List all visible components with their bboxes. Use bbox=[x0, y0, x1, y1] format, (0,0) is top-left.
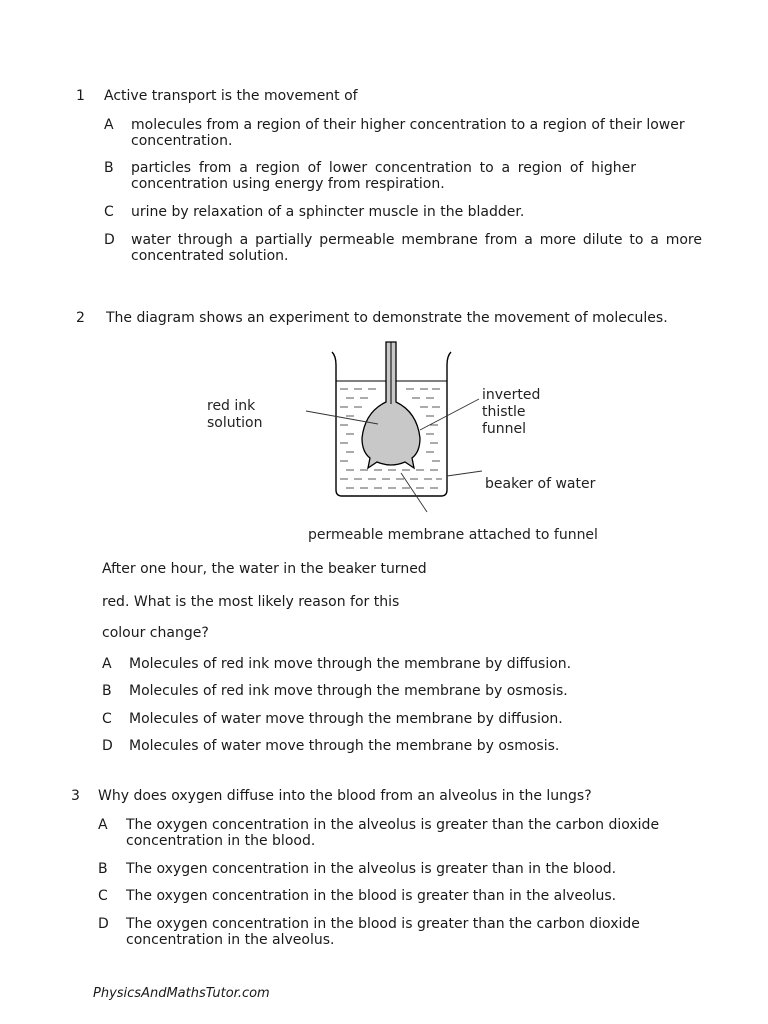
question-stem-line: colour change? bbox=[102, 625, 209, 641]
question-stem: Why does oxygen diffuse into the blood from an alveolus in the lungs? bbox=[98, 788, 592, 804]
question-number: 2 bbox=[76, 310, 85, 326]
option-text: molecules from a region of their higher concentration to a region of their lower concentration. bbox=[131, 117, 685, 149]
option-text: The oxygen concentration in the blood is greater than in the alveolus. bbox=[126, 888, 617, 904]
option-letter: C bbox=[104, 204, 114, 220]
option-text: water through a partially permeable membrane from a more dilute to a more concentrated solution. bbox=[131, 232, 702, 264]
option-text: particles from a region of lower concentration to a region of higher concentration using energy from respiration. bbox=[131, 160, 636, 192]
label-inverted-thistle-funnel: inverted thistle funnel bbox=[482, 387, 541, 437]
option-letter: C bbox=[102, 711, 112, 727]
option-text: Molecules of red ink move through the membrane by osmosis. bbox=[129, 683, 568, 699]
option-letter: A bbox=[104, 117, 114, 133]
question-stem-line: After one hour, the water in the beaker turned bbox=[102, 561, 427, 577]
option-text: The oxygen concentration in the alveolus is greater than in the blood. bbox=[126, 861, 617, 877]
question-stem: The diagram shows an experiment to demonstrate the movement of molecules. bbox=[106, 310, 668, 326]
option-letter: B bbox=[102, 683, 112, 699]
option-letter: B bbox=[98, 861, 108, 877]
option-letter: C bbox=[98, 888, 108, 904]
question-stem-line: red. What is the most likely reason for this bbox=[102, 594, 400, 610]
option-text: Molecules of water move through the membrane by diffusion. bbox=[129, 711, 563, 727]
label-beaker-of-water: beaker of water bbox=[485, 476, 596, 492]
option-letter: A bbox=[102, 656, 112, 672]
question-stem: Active transport is the movement of bbox=[104, 88, 358, 104]
question-number: 1 bbox=[76, 88, 85, 104]
option-letter: D bbox=[102, 738, 113, 754]
option-letter: B bbox=[104, 160, 114, 176]
option-text: Molecules of red ink move through the membrane by diffusion. bbox=[129, 656, 572, 672]
question-number: 3 bbox=[71, 788, 80, 804]
label-permeable-membrane: permeable membrane attached to funnel bbox=[308, 527, 598, 543]
option-text: Molecules of water move through the membrane by osmosis. bbox=[129, 738, 560, 754]
label-red-ink-solution: red ink solution bbox=[207, 398, 263, 431]
option-letter: A bbox=[98, 817, 108, 833]
option-text: The oxygen concentration in the alveolus is greater than the carbon dioxide concentration in the blood. bbox=[126, 817, 660, 849]
option-letter: D bbox=[98, 916, 109, 932]
option-text: urine by relaxation of a sphincter muscle in the bladder. bbox=[131, 204, 525, 220]
option-text: The oxygen concentration in the blood is greater than the carbon dioxide concentration in the alveolus. bbox=[126, 916, 640, 948]
footer-source: PhysicsAndMathsTutor.com bbox=[93, 986, 270, 1001]
option-letter: D bbox=[104, 232, 115, 248]
